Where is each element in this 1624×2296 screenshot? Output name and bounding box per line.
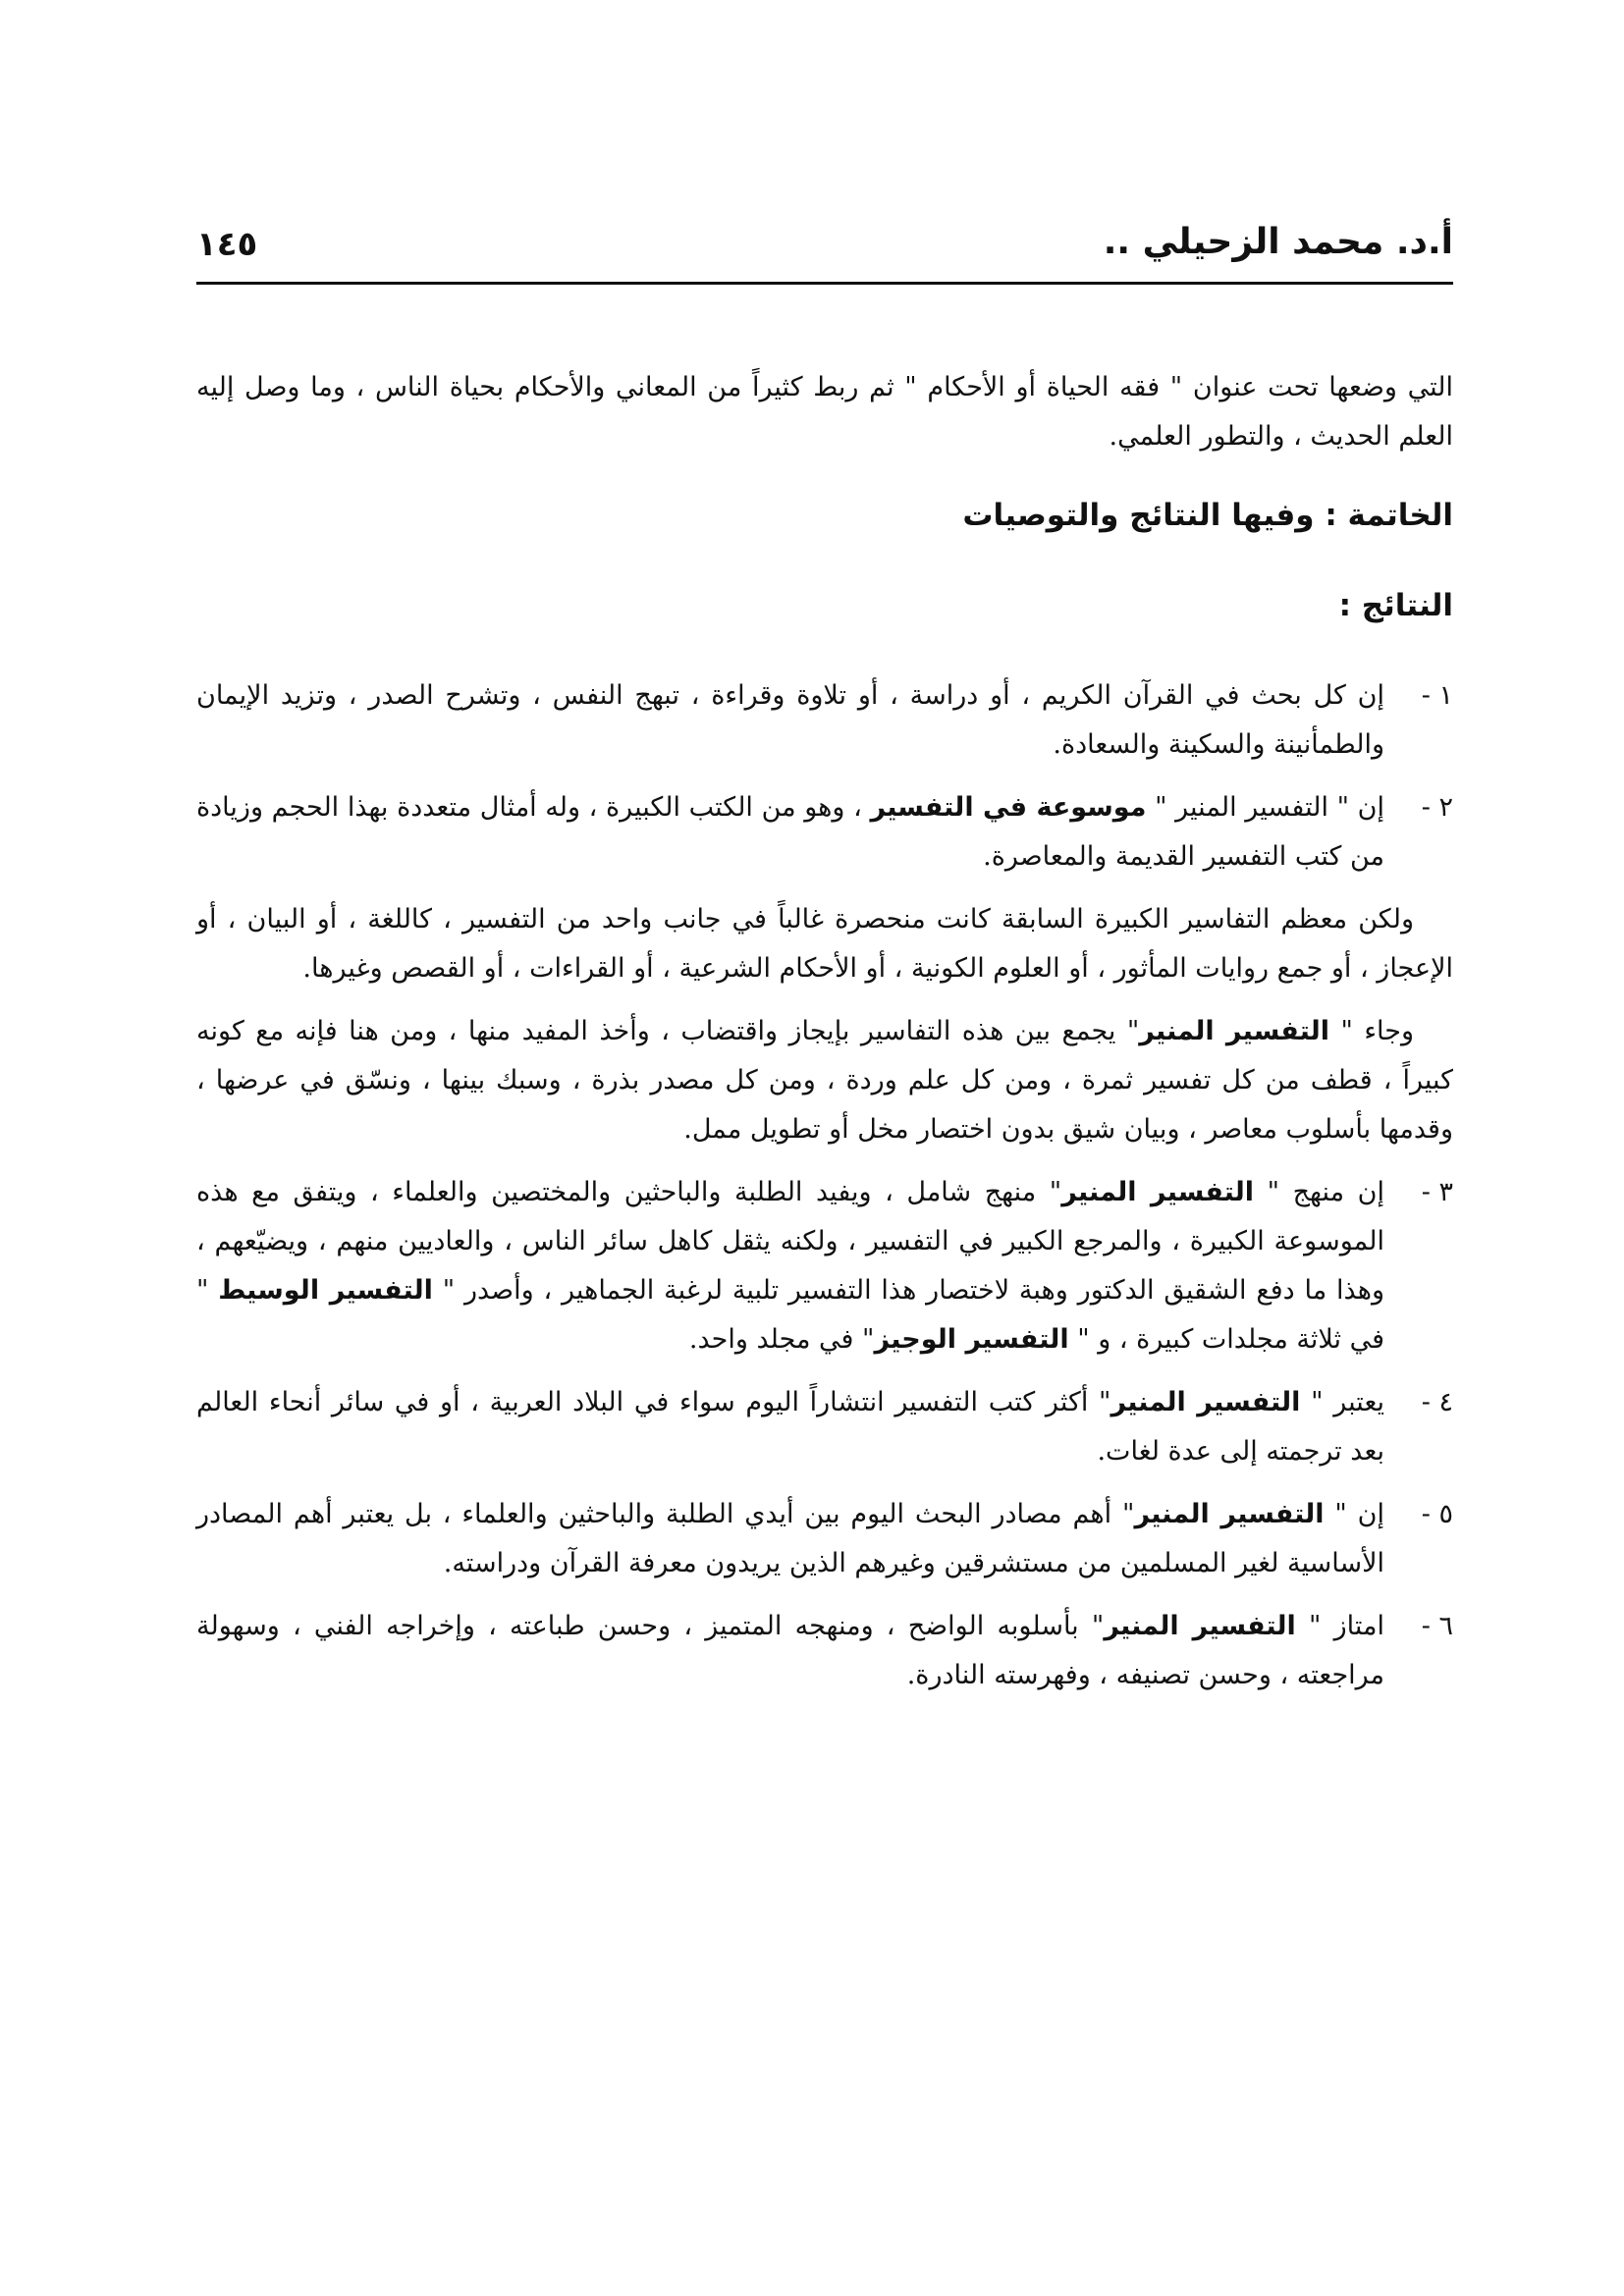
intro-paragraph: التي وضعها تحت عنوان " فقه الحياة أو الأحكام " ثم ربط كثيراً من المعاني والأحكام بحياة الناس ، وما وصل إليه العلم الحديث ، والتطور العلمي.: [196, 372, 1453, 452]
results-heading: النتائج :: [1338, 588, 1453, 623]
item-text-part: ، وهو من الكتب الكبيرة ، وله أمثال متعددة بهذا الحجم وزيادة من كتب التفسير القديمة والمعاصرة.: [196, 792, 1384, 872]
item-text-part: امتاز ": [1295, 1611, 1385, 1641]
item-text: [196, 1168, 1384, 1364]
emphasis: التفسير المنير: [1134, 1499, 1325, 1529]
result-item-2: [196, 783, 1453, 881]
item-text: [196, 1490, 1384, 1588]
result-item-3: [196, 1168, 1453, 1364]
header-divider: [196, 282, 1453, 285]
emphasis: التفسير الوسيط: [218, 1275, 433, 1306]
item-number: ٢ -: [1421, 792, 1453, 823]
emphasis: التفسير المنير: [1139, 1016, 1330, 1046]
item-text-part: " أهم مصادر البحث اليوم بين أيدي الطلبة والباحثين والعلماء ، بل يعتبر أهم المصادر الأساسية لغير المسلمين من مستشرقين وغيرهم الذين يريدون معرفة القرآن ودراسته.: [196, 1499, 1384, 1578]
result-item-4: [196, 1378, 1453, 1476]
document-body: [196, 363, 1453, 1714]
item-text-part: يعتبر ": [1300, 1387, 1384, 1417]
item-text-part: " منهج شامل ، ويفيد الطلبة والباحثين والمختصين والعلماء ، ويتفق مع هذه الموسوعة الكبيرة ، والمرجع الكبير في التفسير ، ولكنه يثقل كاهل سائر الناس ، والعاديين منهم ، ويضيّعهم ، وهذا ما دفع الشقيق الدكتور وهبة لاختصار هذا التفسير تلبية لرغبة الجماهير ، وأصدر ": [196, 1177, 1384, 1306]
item-number: ٤ -: [1421, 1387, 1453, 1417]
header-title: أ.د. محمد الزحيلي ..: [1103, 222, 1453, 262]
item-text: [196, 1602, 1384, 1700]
emphasis: التفسير المنير: [1061, 1177, 1255, 1207]
paragraph-part: " يجمع بين هذه التفاسير بإيجاز واقتضاب ، وأخذ المفيد منها ، ومن هنا فإنه مع كونه كبيراً ، قطف من كل تفسير ثمرة ، ومن كل علم وردة ، ومن كل مصدر بذرة ، وسبك بينها ، ونسّق في عرضها ، وقدمها بأسلوب معاصر ، وبيان شيق بدون اختصار مخل أو تطويل ممل.: [196, 1016, 1453, 1145]
item-number: ٥ -: [1421, 1499, 1453, 1529]
result-item-6: [196, 1602, 1453, 1700]
item-number: ١ -: [1421, 680, 1453, 711]
item-text-part: " بأسلوبه الواضح ، ومنهجه المتميز ، وحسن طباعته ، وإخراجه الفني ، وسهولة مراجعته ، وحسن تصنيفه ، وفهرسته النادرة.: [196, 1611, 1384, 1690]
emphasis: التفسير الوجيز: [874, 1324, 1069, 1355]
paragraph: [196, 1007, 1453, 1154]
item-text-part: " أكثر كتب التفسير انتشاراً اليوم سواء في البلاد العربية ، أو في سائر أنحاء العالم بعد ترجمته إلى عدة لغات.: [196, 1387, 1384, 1467]
emphasis: موسوعة في التفسير: [870, 792, 1147, 823]
result-item-1: [196, 671, 1453, 770]
item-number: ٣ -: [1421, 1177, 1453, 1207]
item-number: ٦ -: [1421, 1611, 1453, 1641]
item-text-part: " في ثلاثة مجلدات كبيرة ، و ": [196, 1275, 1384, 1355]
emphasis: التفسير المنير: [1110, 1387, 1301, 1417]
item-text-part: إن ": [1324, 1499, 1384, 1529]
item-text: [196, 1378, 1384, 1476]
item-text: إن كل بحث في القرآن الكريم ، أو دراسة ، أو تلاوة وقراءة ، تبهج النفس ، وتشرح الصدر ، وتزيد الإيمان والطمأنينة والسكينة والسعادة.: [196, 680, 1384, 760]
item-text-part: إن " التفسير المنير ": [1146, 792, 1384, 823]
item-text: [196, 783, 1384, 881]
paragraph: ولكن معظم التفاسير الكبيرة السابقة كانت منحصرة غالباً في جانب واحد من التفسير ، كاللغة ، أو البيان ، أو الإعجاز ، أو جمع روايات المأثور ، أو العلوم الكونية ، أو الأحكام الشرعية ، أو القراءات ، أو القصص وغيرها.: [196, 904, 1453, 984]
running-header: [196, 218, 1453, 287]
paragraph-part: وجاء ": [1329, 1016, 1414, 1046]
item-text-part: إن منهج ": [1254, 1177, 1385, 1207]
emphasis: التفسير المنير: [1104, 1611, 1296, 1641]
page-number: ١٤٥: [196, 225, 258, 264]
item-text-part: " في مجلد واحد.: [688, 1324, 875, 1355]
section-heading: الخاتمة : وفيها النتائج والتوصيات: [962, 498, 1453, 533]
result-item-5: [196, 1490, 1453, 1588]
